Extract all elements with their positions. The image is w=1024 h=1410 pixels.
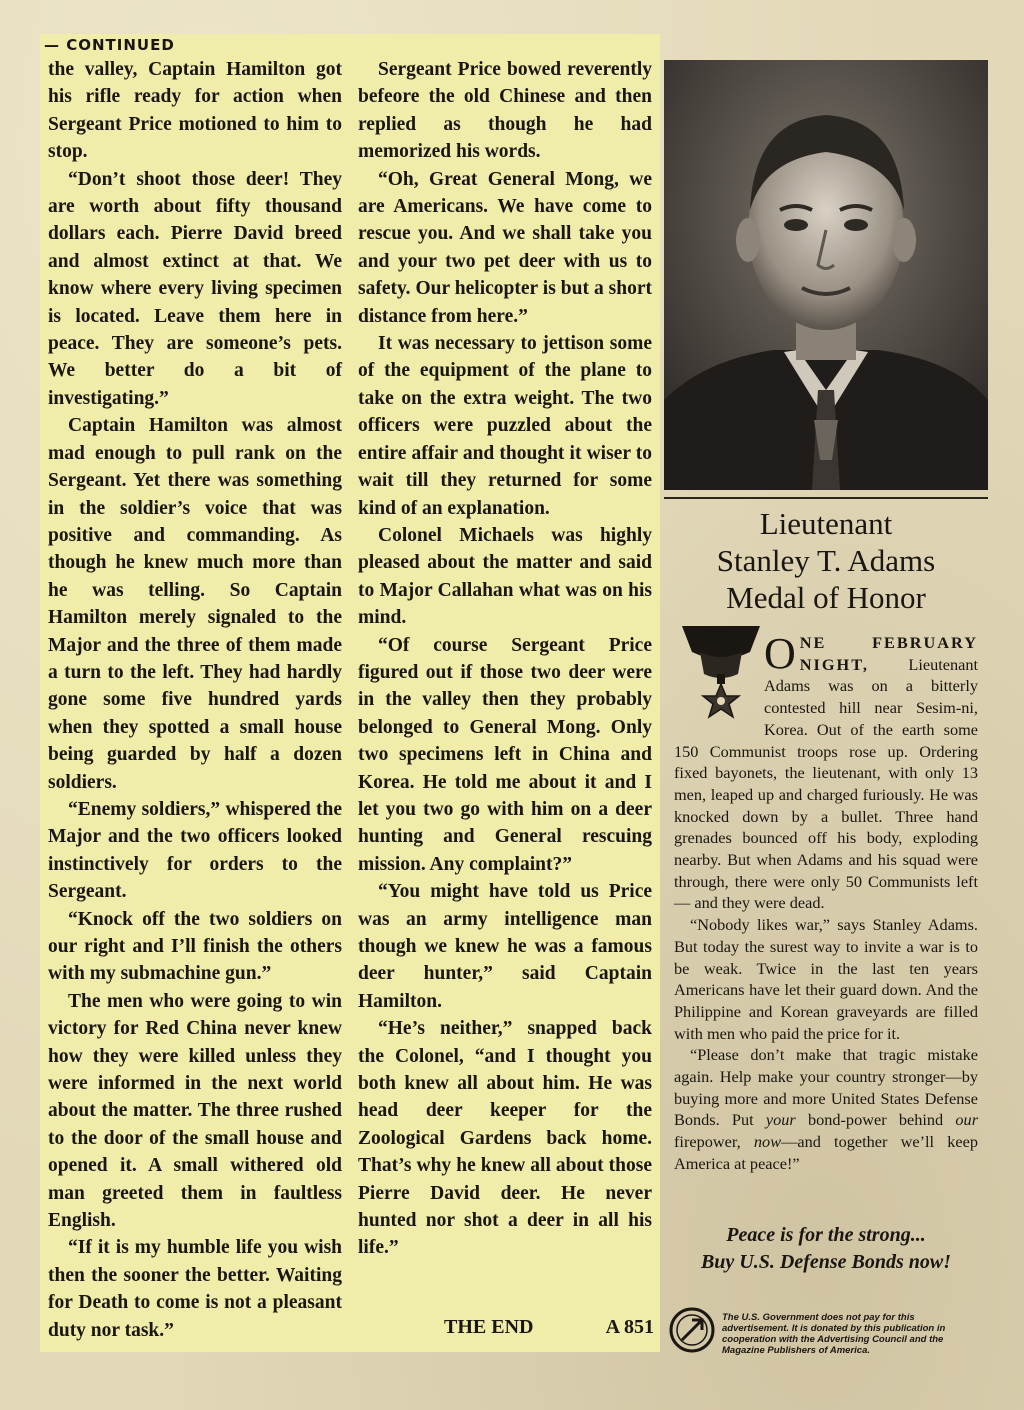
- story-paragraph: “Enemy soldiers,” whispered the Major and the two officers looked instinctively for orders to the Sergeant.: [48, 798, 342, 903]
- story-paragraph: The men who were going to win victory for Red China never knew how they were killed unless they were informed in the next world about the matter. The three rushed to the door of the small house and opened it. A small withered old man greeted them in faultless English.: [48, 990, 342, 1232]
- story-paragraph: “If it is my humble life you wish then the sooner the better. Waiting for Death to come is not a pleasant duty nor task.”: [48, 1237, 342, 1341]
- ad-body: [674, 629, 979, 1175]
- portrait-illustration: [664, 60, 988, 490]
- story-paragraph: Sergeant Price bowed reverently befeore the old Chinese and then replied as though he had memorized his words.: [358, 59, 652, 163]
- story-paragraph: “Knock off the two soldiers on our right and I’ll finish the others with my submachine gun.”: [48, 908, 342, 985]
- story-paragraph: It was necessary to jettison some of the equipment of the plane to take on the extra weight. The two officers were puzzled about the entire affair and thought it wiser to wait till they returned for some kind of an explanation.: [358, 333, 652, 519]
- ad-text: —and together we’ll keep America at peace!”: [674, 1132, 978, 1173]
- ad-title-line: Stanley T. Adams: [716, 543, 936, 578]
- story-paragraph: “Oh, Great General Mong, we are Americans. We have come to rescue you. And we shall take you and your two pet deer with us to safety. Our helicopter is but a short distance from here.”: [358, 168, 652, 327]
- slogan-line: Buy U.S. Defense Bonds now!: [700, 1251, 952, 1273]
- ad-text: firepower,: [674, 1132, 741, 1152]
- slogan-line: Peace is for the strong...: [726, 1224, 926, 1246]
- continued-label: — CONTINUED: [44, 36, 175, 54]
- ad-text-emphasis: our: [955, 1110, 979, 1130]
- advertising-council-seal-icon: [668, 1306, 716, 1354]
- continued-text: CONTINUED: [66, 36, 175, 54]
- ad-paragraph: [674, 629, 978, 914]
- lead-caps: NE FEBRUARY NIGHT,: [799, 633, 978, 674]
- story-paragraph: Colonel Michaels was highly pleased about the matter and said to Major Callahan what was on his mind.: [358, 524, 652, 629]
- story-end-line: [444, 1316, 654, 1339]
- ad-paragraph-text: Lieutenant Adams was on a bitterly contested hill near Sesim-ni, Korea. Out of the earth some 150 Communist troops rose up. Ordering fixed bayonets, the lieutenant, with only 13 men, leaped up and charged furiously. He was knocked down by a bullet. Three hand grenades bounced off his body, exploding nearby. But when Adams and his squad were through, there were only 50 Communists left — and they were dead.: [674, 654, 978, 913]
- ad-text: bond-power behind: [807, 1110, 944, 1130]
- drop-cap: O: [764, 629, 796, 678]
- photo-divider: [664, 497, 988, 499]
- story-paragraph: “Don’t shoot those deer! They are worth about fifty thousand dollars each. Pierre David breed and almost extinct at that. We know where every living specimen is located. Leave them here in peace. They are someone’s pets. We better do a bit of investigating.”: [48, 168, 342, 409]
- ad-text-emphasis: now: [753, 1132, 782, 1152]
- the-end-text: THE END: [444, 1316, 534, 1338]
- ad-title-line: Lieutenant: [759, 506, 893, 541]
- medal-space: [674, 632, 764, 724]
- ad-text-emphasis: your: [765, 1110, 796, 1130]
- ad-slogan: [664, 1222, 988, 1276]
- story-paragraph: the valley, Captain Hamilton got his rifle ready for action when Sergeant Price motioned to him to stop.: [48, 59, 342, 163]
- story-paragraph: “He’s neither,” snapped back the Colonel, “and I thought you both knew all about him. He was head deer keeper for the Zoological Gardens back home. That’s why he knew all about those Pierre David deer. He never hunted nor shot a deer in all his life.”: [358, 1018, 652, 1259]
- story-left-column: [48, 56, 342, 1344]
- ad-paragraph: [674, 1044, 978, 1174]
- issue-code: A 851: [605, 1316, 654, 1338]
- story-paragraph: “You might have told us Price was an army intelligence man though we knew he was a famous deer hunter,” said Captain Hamilton.: [358, 881, 652, 1012]
- story-paragraph: Captain Hamilton was almost mad enough to pull rank on the Sergeant. Yet there was something in the soldier’s voice that was positive and commanding. As though he knew much more than he was telling. So Captain Hamilton merely signaled to the Major and the three of them made a turn to the left. They had hardly gone some five hundred yards when they spotted a small house being guarded by half a dozen soldiers.: [48, 415, 342, 793]
- story-middle-column: [358, 56, 652, 1262]
- ad-disclaimer: The U.S. Government does not pay for this advertisement. It is donated by this publication in cooperation with the Advertising Council and the Magazine Publishers of America.: [722, 1312, 946, 1356]
- ad-title-line: Medal of Honor: [726, 580, 926, 615]
- story-paragraph: “Of course Sergeant Price figured out if those two deer were in the valley then they probably belonged to General Mong. Only two specimens left in China and Korea. He told me about it and I let you two go with him on a deer hunting and General rescuing mission. Any complaint?”: [358, 634, 652, 875]
- ad-title: [664, 505, 988, 616]
- ad-paragraph: “Nobody likes war,” says Stanley Adams. But today the surest way to invite a war is to be weak. Twice in the last ten years Americans have let their guard down. And the Philippine and Korean graveyards are filled with men who paid the price for it.: [674, 915, 978, 1043]
- portrait-photo: [664, 60, 988, 490]
- ad-text: “Please don’t make that tragic mistake again. Help make your country stronger—by buying more and more United States Defense Bonds. Put: [674, 1045, 978, 1130]
